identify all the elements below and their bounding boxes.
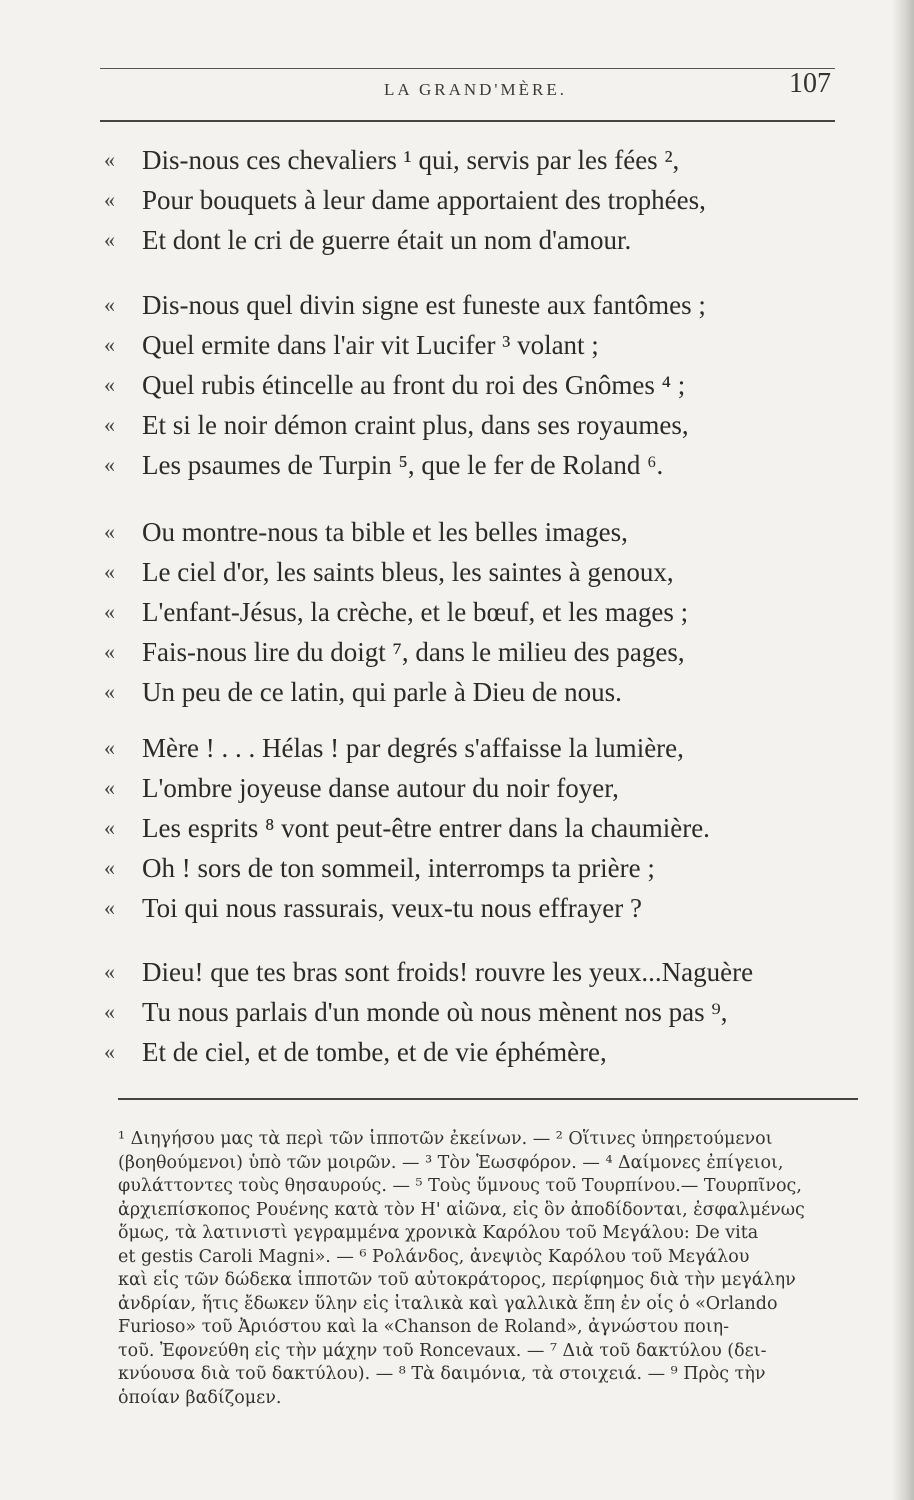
quote-mark: «	[104, 412, 115, 437]
verse-line	[100, 848, 820, 888]
verse-line	[100, 365, 820, 405]
verse-line	[100, 552, 820, 592]
quote-mark: «	[104, 187, 115, 212]
verse-line	[100, 952, 820, 992]
stanza-3	[100, 512, 820, 712]
quote-mark: «	[104, 519, 115, 544]
footnote-line: ὁποίαν βαδίζομεν.	[118, 1387, 282, 1408]
verse-line	[100, 405, 820, 445]
page-edge	[892, 0, 914, 1500]
quote-mark: «	[104, 679, 115, 704]
quote-mark: «	[104, 999, 115, 1024]
verse-line	[100, 728, 820, 768]
quote-mark: «	[104, 227, 115, 252]
quote-mark: «	[104, 639, 115, 664]
verse-text: Et dont le cri de guerre était un nom d'amour.	[142, 225, 632, 255]
verse-text: L'ombre joyeuse danse autour du noir foyer,	[142, 773, 619, 803]
footnote-line: τοῦ. Ἐφονεύθη εἰς τὴν μάχην τοῦ Roncevaux. — ⁷ Διὰ τοῦ δακτύλου (δει-	[118, 1340, 767, 1361]
verse-line	[100, 285, 820, 325]
verse-line	[100, 992, 820, 1032]
verse-text: Dieu! que tes bras sont froids! rouvre les yeux...Naguère	[142, 957, 754, 987]
quote-mark: «	[104, 147, 115, 172]
verse-text: Et de ciel, et de tombe, et de vie éphémère,	[142, 1037, 607, 1067]
quote-mark: «	[104, 599, 115, 624]
verse-text: Dis-nous quel divin signe est funeste aux fantômes ;	[142, 290, 706, 320]
footnote-line: καὶ εἷς τῶν δώδεκα ἱπποτῶν τοῦ αὐτοκράτορος, περίφημος διὰ τὴν μεγάλην	[118, 1270, 796, 1290]
page-number: 107	[789, 68, 831, 99]
footnote-line: κνύουσα διὰ τοῦ δακτύλου). — ⁸ Τὰ δαιμόνια, τὰ στοιχειά. — ⁹ Πρὸς τὴν	[118, 1364, 766, 1384]
footnotes	[118, 1128, 858, 1410]
quote-mark: «	[104, 775, 115, 800]
verse-line	[100, 220, 820, 260]
quote-mark: «	[104, 292, 115, 317]
footnote-line: et gestis Caroli Magni». — ⁶ Ρολάνδος, ἀνεψιὸς Καρόλου τοῦ Μεγάλου	[118, 1246, 750, 1267]
verse-text: Et si le noir démon craint plus, dans ses royaumes,	[142, 410, 689, 440]
stanza-1	[100, 140, 820, 260]
stanza-5	[100, 952, 820, 1072]
verse-line	[100, 672, 820, 712]
footnote-line: Furioso» τοῦ Ἀριόστου καὶ la «Chanson de Roland», ἀγνώστου ποιη-	[118, 1317, 730, 1337]
verse-line	[100, 888, 820, 928]
quote-mark: «	[104, 895, 115, 920]
verse-text: Ou montre-nous ta bible et les belles images,	[142, 517, 628, 547]
verse-text: Les esprits ⁸ vont peut-être entrer dans la chaumière.	[142, 813, 710, 843]
running-title: LA GRAND'MÈRE.	[384, 80, 567, 99]
footnote-line: ἀρχιεπίσκοπος Ρουένης κατὰ τὸν Η' αἰῶνα, εἰς ὃν ἀποδίδονται, ἐσφαλμένως	[118, 1199, 805, 1220]
verse-line	[100, 140, 820, 180]
page-header	[100, 68, 835, 108]
footnote-line: ἀνδρίαν, ἥτις ἔδωκεν ὕλην εἰς ἰταλικὰ καὶ γαλλικὰ ἔπη ἐν οἷς ὁ «Orlando	[118, 1293, 778, 1314]
verse-text: Oh ! sors de ton sommeil, interromps ta prière ;	[142, 853, 655, 883]
footnote-line: φυλάττοντες τοὺς θησαυρούς. — ⁵ Τοὺς ὕμνους τοῦ Τουρπίνου.— Τουρπῖνος,	[118, 1176, 802, 1196]
verse-text: Fais-nous lire du doigt ⁷, dans le milieu des pages,	[142, 637, 685, 667]
verse-line	[100, 1032, 820, 1072]
verse-line	[100, 180, 820, 220]
verse-line	[100, 768, 820, 808]
verse-text: Le ciel d'or, les saints bleus, les saintes à genoux,	[142, 557, 674, 587]
verse-text: Quel rubis étincelle au front du roi des Gnômes ⁴ ;	[142, 370, 686, 400]
verse-text: Mère ! . . . Hélas ! par degrés s'affaisse la lumière,	[142, 733, 684, 763]
verse-line	[100, 808, 820, 848]
verse-text: Un peu de ce latin, qui parle à Dieu de nous.	[142, 677, 622, 707]
stanza-4	[100, 728, 820, 928]
quote-mark: «	[104, 452, 115, 477]
verse-line	[100, 632, 820, 672]
verse-text: Toi qui nous rassurais, veux-tu nous effrayer ?	[142, 893, 642, 923]
quote-mark: «	[104, 735, 115, 760]
quote-mark: «	[104, 855, 115, 880]
stanza-2	[100, 285, 820, 485]
verse-line	[100, 445, 820, 485]
verse-text: Quel ermite dans l'air vit Lucifer ³ volant ;	[142, 330, 599, 360]
verse-text: Dis-nous ces chevaliers ¹ qui, servis par les fées ²,	[142, 145, 680, 175]
verse-text: Les psaumes de Turpin ⁵, que le fer de Roland ⁶.	[142, 450, 664, 480]
verse-line	[100, 512, 820, 552]
quote-mark: «	[104, 1039, 115, 1064]
verse-line	[100, 325, 820, 365]
quote-mark: «	[104, 815, 115, 840]
quote-mark: «	[104, 332, 115, 357]
quote-mark: «	[104, 372, 115, 397]
quote-mark: «	[104, 959, 115, 984]
verse-text: Pour bouquets à leur dame apportaient des trophées,	[142, 185, 706, 215]
footnote-line: ὅμως, τὰ λατινιστὶ γεγραμμένα χρονικὰ Καρόλου τοῦ Μεγάλου: De vita	[118, 1223, 759, 1243]
header-bottom-rule	[100, 120, 835, 122]
quote-mark: «	[104, 559, 115, 584]
footnote-rule	[118, 1098, 858, 1100]
footnote-line: ¹ Διηγήσου μας τὰ περὶ τῶν ἱπποτῶν ἐκείνων. — ² Οἵτινες ὑπηρετούμενοι	[118, 1129, 773, 1149]
verse-text: L'enfant-Jésus, la crèche, et le bœuf, et les mages ;	[142, 597, 689, 627]
verse-line	[100, 592, 820, 632]
footnote-line: (βοηθούμενοι) ὑπὸ τῶν μοιρῶν. — ³ Τὸν Ἑωσφόρον. — ⁴ Δαίμονες ἐπίγειοι,	[118, 1152, 784, 1173]
verse-text: Tu nous parlais d'un monde où nous mènent nos pas ⁹,	[142, 997, 728, 1027]
